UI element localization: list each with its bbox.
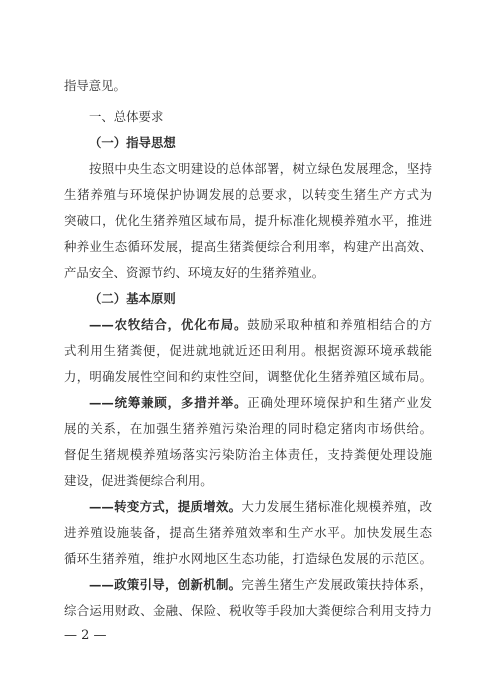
paragraph-line: 按照中央生态文明建设的总体部署，树立绿色发展理念，坚持 [89,161,432,176]
opening-line: 指导意见。 [64,78,126,93]
paragraph-line: 循环生猪养殖，维护水网地区生态功能，打造绿色发展的示范区。 [64,551,432,566]
principle-lead: ——政策引导，创新机制。 [89,577,242,592]
principle-first-line [89,577,432,593]
principle-text: 大力发展生猪标准化规模养殖，改 [241,499,432,514]
page-number: — 2 — [64,628,107,643]
principle-lead: ——转变方式，提质增效。 [89,499,242,514]
principle-first-line [89,395,432,411]
paragraph-line: 产品安全、资源节约、环境友好的生猪养殖业。 [64,265,325,280]
paragraph-line: 展的关系，在加强生猪养殖污染治理的同时稳定猪肉市场供给。 [64,421,432,436]
section-heading: 一、总体要求 [89,109,164,124]
paragraph-line: 生猪养殖与环境保护协调发展的总要求，以转变生猪生产方式为 [64,187,432,202]
principle-first-line [89,499,432,515]
principle-lead: ——农牧结合，优化布局。 [89,317,248,332]
subheading-guiding-ideology: （一）指导思想 [89,135,176,150]
paragraph-line: 建设，促进粪便综合利用。 [64,473,213,488]
principle-first-line [89,317,432,333]
principle-text: 完善生猪生产发展政策扶持体系， [241,577,432,592]
paragraph-line: 力，明确发展性空间和约束性空间，调整优化生猪养殖区域布局。 [64,369,432,384]
paragraph-line: 突破口，优化生猪养殖区域布局，提升标准化规模养殖水平，推进 [64,213,432,228]
principle-text: 正确处理环境保护和生猪产业发 [247,395,432,410]
paragraph-line: 进养殖设施装备，提高生猪养殖效率和生产水平。加快发展生态 [64,525,432,540]
subheading-basic-principles: （二）基本原则 [89,291,176,306]
principle-lead: ——统筹兼顾，多措并举。 [89,395,248,410]
paragraph-line: 督促生猪规模养殖场落实污染防治主体责任，支持粪便处理设施 [64,447,432,462]
paragraph-line: 种养业生态循环发展，提高生猪粪便综合利用率，构建产出高效、 [64,239,432,254]
paragraph-line: 综合运用财政、金融、保险、税收等手段加大粪便综合利用支持力 [64,603,432,618]
paragraph-line: 式利用生猪粪便，促进就地就近还田利用。根据资源环境承载能 [64,343,432,358]
principle-text: 鼓励采取种植和养殖相结合的方 [247,317,432,332]
